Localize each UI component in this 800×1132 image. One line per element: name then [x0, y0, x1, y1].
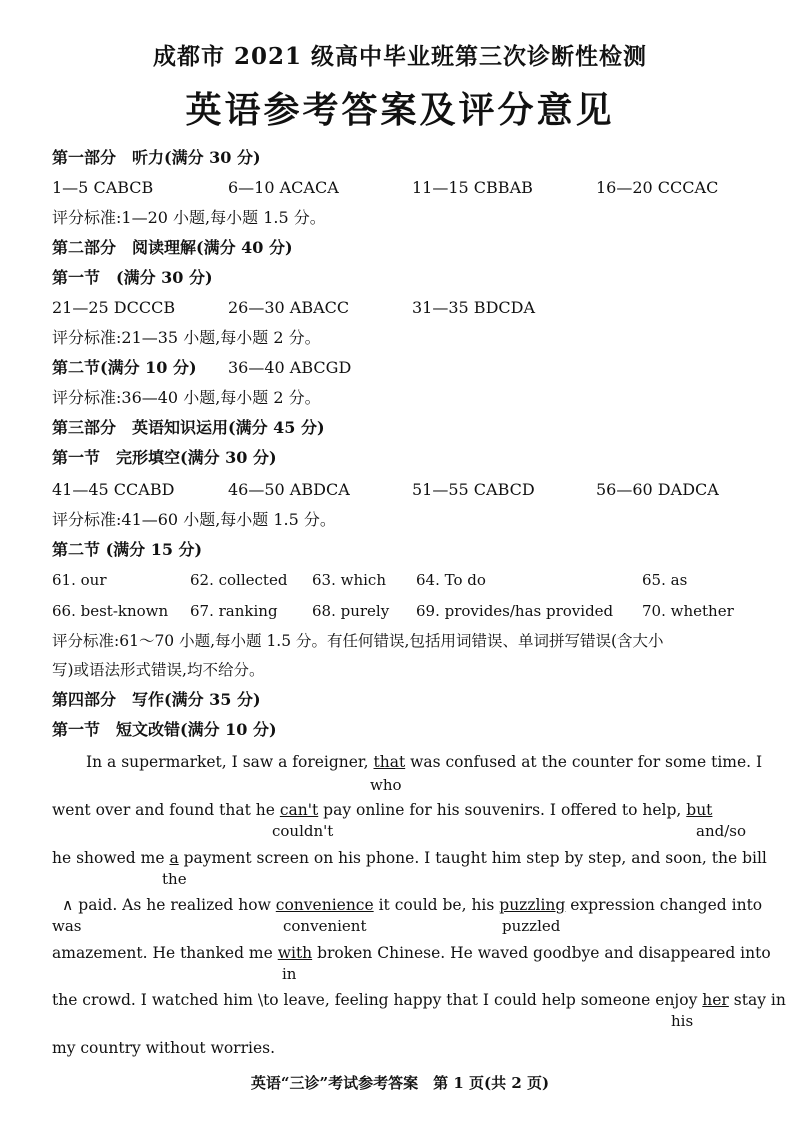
essay-line: he showed me a payment screen on his phone. I taught him step by step, and soon, the bill	[52, 849, 767, 867]
correction: his	[671, 1012, 694, 1030]
answer-group: 31—35 BDCDA	[412, 298, 536, 317]
section-heading: 第一节 (满分 30 分)	[52, 268, 213, 287]
answer-group: 36—40 ABCGD	[228, 358, 352, 377]
error-word: puzzling	[499, 896, 566, 914]
answer-group: 51—55 CABCD	[412, 480, 535, 499]
essay-line: In a supermarket, I saw a foreigner, that was confused at the counter for some time. I	[86, 753, 763, 771]
correction: the	[162, 870, 187, 888]
answer-group: 46—50 ABDCA	[228, 480, 350, 499]
error-word: her	[702, 991, 729, 1009]
error-word: with	[277, 944, 313, 962]
scoring-note: 评分标准:41—60 小题,每小题 1.5 分。	[52, 510, 336, 529]
scoring-note: 评分标准:1—20 小题,每小题 1.5 分。	[52, 208, 326, 227]
answer-group: 1—5 CABCB	[52, 178, 154, 197]
answer-group: 6—10 ACACA	[228, 178, 339, 197]
grammar-answer: 69. provides/has provided	[416, 602, 614, 620]
part4-heading: 第四部分 写作(满分 35 分)	[52, 690, 261, 709]
part2-heading: 第二部分 阅读理解(满分 40 分)	[52, 238, 293, 257]
error-word: convenience	[275, 896, 374, 914]
correction: in	[282, 965, 297, 983]
correction: couldn't	[272, 822, 334, 840]
section-heading: 第二节 (满分 15 分)	[52, 540, 203, 559]
correction: who	[370, 776, 402, 794]
section-heading: 第二节(满分 10 分)	[52, 358, 197, 377]
answer-group: 11—15 CBBAB	[412, 178, 533, 197]
page-footer: 英语“三诊”考试参考答案 第 1 页(共 2 页)	[250, 1074, 550, 1092]
grammar-answer: 61. our	[52, 571, 107, 589]
delete-mark: \	[257, 991, 264, 1009]
exam-title: 成都市 2021 级高中毕业班第三次诊断性检测	[152, 43, 648, 70]
essay-line: the crowd. I watched him \to leave, feeling happy that I could help someone enjoy her stay in	[52, 991, 786, 1009]
essay-line: amazement. He thanked me with broken Chinese. He waved goodbye and disappeared into	[52, 944, 771, 962]
grammar-answer: 65. as	[642, 571, 688, 589]
answer-group: 56—60 DADCA	[596, 480, 719, 499]
essay-line: went over and found that he can't pay online for his souvenirs. I offered to help, but	[52, 801, 713, 819]
error-word: can't	[279, 801, 319, 819]
answer-group: 16—20 CCCAC	[596, 178, 719, 197]
grammar-answer: 62. collected	[190, 571, 288, 589]
error-word: but	[686, 801, 713, 819]
grammar-answer: 66. best-known	[52, 602, 169, 620]
scoring-note: 写)或语法形式错误,均不给分。	[52, 661, 265, 679]
essay-line: ∧ paid. As he realized how convenience it could be, his puzzling expression changed into	[62, 896, 763, 914]
answer-group: 26—30 ABACC	[228, 298, 350, 317]
answer-group: 21—25 DCCCB	[52, 298, 176, 317]
section-heading: 第一节 短文改错(满分 10 分)	[52, 720, 277, 739]
part1-heading: 第一部分 听力(满分 30 分)	[52, 148, 261, 167]
section-heading: 第一节 完形填空(满分 30 分)	[52, 448, 277, 467]
grammar-answer: 70. whether	[642, 602, 734, 620]
answer-key-title: 英语参考答案及评分意见	[185, 89, 615, 131]
correction: puzzled	[502, 917, 561, 935]
scoring-note: 评分标准:61～70 小题,每小题 1.5 分。有任何错误,包括用词错误、单词拼写错误(含大小	[52, 632, 664, 650]
insert-mark: ∧	[62, 896, 74, 914]
scoring-note: 评分标准:36—40 小题,每小题 2 分。	[52, 388, 321, 407]
grammar-answer: 68. purely	[312, 602, 390, 620]
grammar-answer: 63. which	[312, 571, 386, 589]
correction: was	[52, 917, 82, 935]
grammar-answer: 64. To do	[416, 571, 486, 589]
grammar-answer: 67. ranking	[190, 602, 278, 620]
part3-heading: 第三部分 英语知识运用(满分 45 分)	[52, 418, 325, 437]
essay-line: my country without worries.	[52, 1039, 276, 1057]
scoring-note: 评分标准:21—35 小题,每小题 2 分。	[52, 328, 321, 347]
error-word: that	[373, 753, 406, 771]
error-word: a	[169, 849, 179, 867]
correction: convenient	[283, 917, 367, 935]
answer-group: 41—45 CCABD	[52, 480, 175, 499]
correction: and/so	[696, 822, 746, 840]
